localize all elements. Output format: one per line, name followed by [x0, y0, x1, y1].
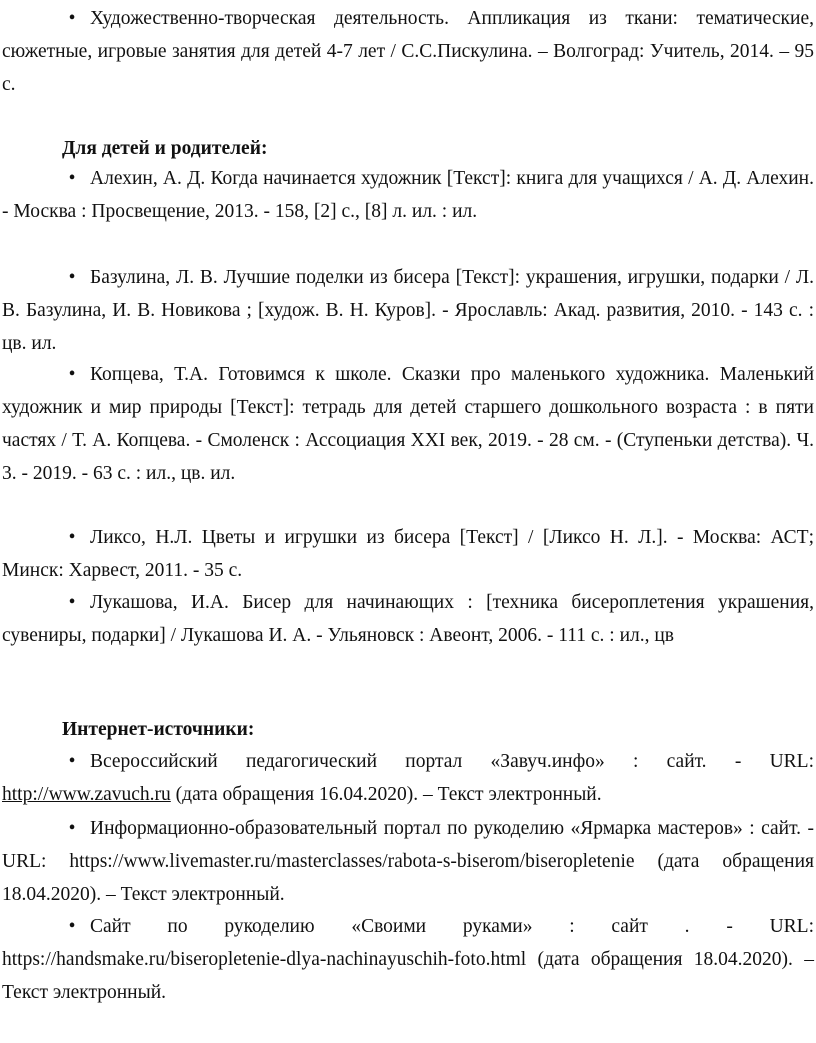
bullet-icon: • [68, 818, 76, 839]
bullet-icon: • [68, 267, 76, 288]
entry-text: (дата обращения 16.04.2020). – Текст электронный. [170, 784, 602, 805]
bibliography-entry [2, 261, 814, 360]
bibliography-entry [2, 586, 814, 652]
bullet-icon: • [68, 592, 76, 613]
bullet-icon: • [68, 8, 76, 29]
bullet-icon: • [68, 527, 76, 548]
entry-text: Базулина, Л. В. Лучшие поделки из бисера [Текст]: украшения, игрушки, подарки / Л. В. Базулина, И. В. Новикова ; [худож. В. Н. Куров]. - Ярославль: Акад. развития, 2010. - 143 с. : цв. ил. [2, 267, 814, 354]
entry-text: Ликсо, Н.Л. Цветы и игрушки из бисера [Текст] / [Ликсо Н. Л.]. - Москва: АСТ; Минск: Харвест, 2011. - 35 с. [2, 527, 814, 581]
bibliography-entry [2, 521, 814, 587]
bullet-icon: • [68, 364, 76, 385]
bullet-icon: • [68, 168, 76, 189]
entry-text: Художественно-творческая деятельность. Аппликация из ткани: тематические, сюжетные, игровые занятия для детей 4-7 лет / С.С.Пискулина. – Волгоград: Учитель, 2014. – 95 с. [2, 8, 814, 95]
entry-text: Информационно-образовательный портал по рукоделию «Ярмарка мастеров» : сайт. - URL: https://www.livemaster.ru/masterclasses/rabota-s-biserom/biseropletenie (дата обращения 18.04.2020). – Текст электронный. [2, 818, 814, 905]
entry-text: Алехин, А. Д. Когда начинается художник [Текст]: книга для учащихся / А. Д. Алехин. - Москва : Просвещение, 2013. - 158, [2] с., [8] л. ил. : ил. [2, 168, 814, 222]
entry-text: Копцева, Т.А. Готовимся к школе. Сказки про маленького художника. Маленький художник и мир природы [Текст]: тетрадь для детей старшего дошкольного возраста : в пяти частях / Т. А. Копцева. - Смоленск : Ассоциация XXI век, 2019. - 28 см. - (Ступеньки детства). Ч. 3. - 2019. - 63 с. : ил., цв. ил. [2, 364, 814, 484]
bibliography-entry [2, 2, 814, 101]
bibliography-entry [2, 745, 814, 811]
entry-text: Лукашова, И.А. Бисер для начинающих : [техника бисероплетения украшения, сувениры, подарки] / Лукашова И. А. - Ульяновск : Авеонт, 2006. - 111 с. : ил., цв [2, 592, 814, 646]
bullet-icon: • [68, 751, 76, 772]
section-heading-internet: Интернет-источники: [62, 719, 255, 740]
section-heading-children: Для детей и родителей: [62, 138, 268, 159]
entry-text: Сайт по рукоделию «Своими руками» : сайт . - URL: https://handsmake.ru/biseropletenie-dlya-nachinayuschih-foto.html (дата обращения 18.04.2020). – Текст электронный. [2, 916, 814, 1003]
entry-text: Всероссийский педагогический портал «Завуч.инфо» : сайт. - URL: [90, 751, 814, 772]
zavuch-link[interactable]: http://www.zavuch.ru [2, 784, 171, 805]
bullet-icon: • [68, 916, 76, 937]
bibliography-entry [2, 162, 814, 228]
bibliography-entry [2, 812, 814, 911]
bibliography-entry [2, 910, 814, 1009]
bibliography-entry [2, 358, 814, 490]
